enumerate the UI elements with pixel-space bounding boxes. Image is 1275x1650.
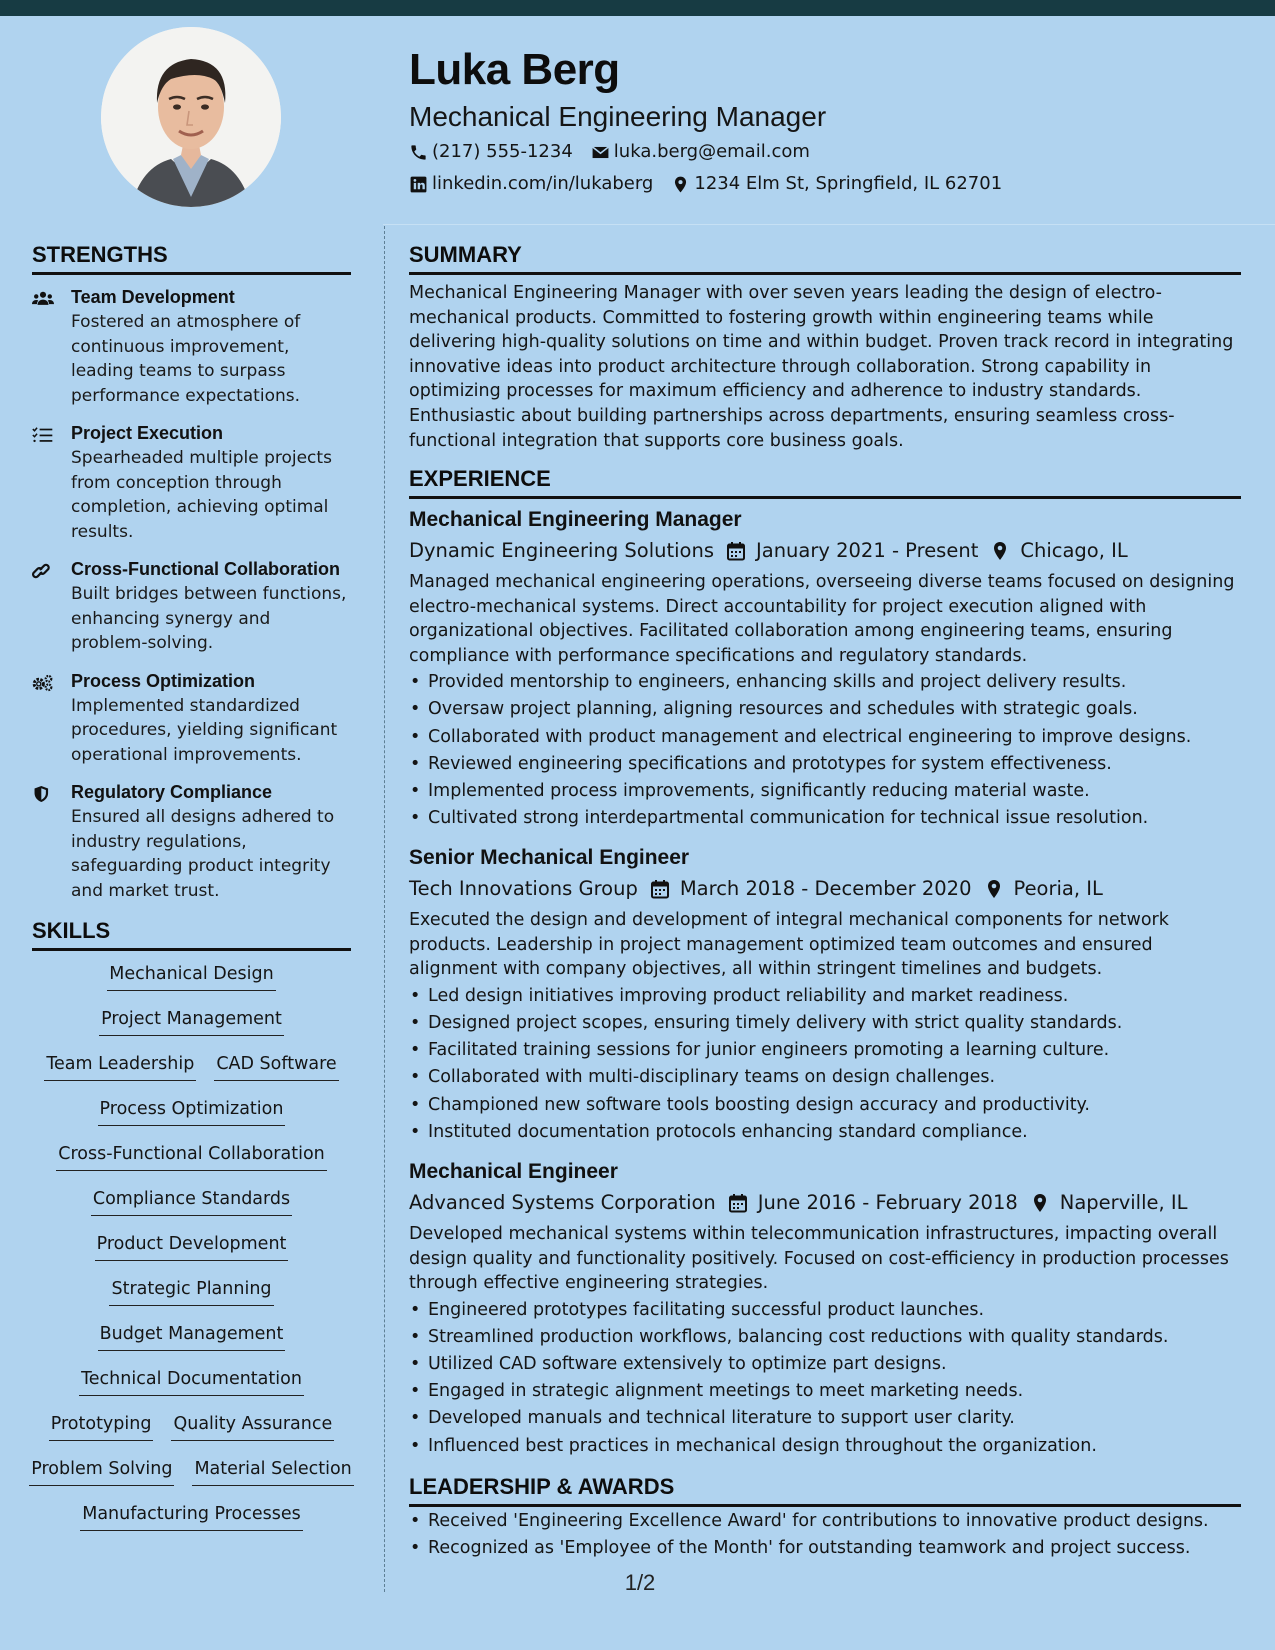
job-meta [409,1187,1241,1219]
linkedin-icon [409,175,428,194]
resume-header [409,40,1229,199]
award-item: • Received 'Engineering Excellence Award' for contributions to innovative product designs. [409,1508,1241,1535]
strengths-heading: STRENGTHS [32,240,351,275]
job-title: Senior Mechanical Engineer [409,846,690,870]
bullet-item: • Influenced best practices in mechanical design throughout the organization. [409,1433,1241,1460]
strength-item [32,421,351,544]
bullet-item: • Designed project scopes, ensuring timely delivery with strict quality standards. [409,1010,1241,1037]
bullet-item: • Utilized CAD software extensively to optimize part designs. [409,1351,1241,1378]
bullet-item: • Championed new software tools boosting design accuracy and productivity. [409,1092,1241,1119]
email-text: luka.berg@email.com [613,141,810,162]
bullet-item: • Cultivated strong interdepartmental communication for technical issue resolution. [409,805,1241,832]
strength-item [32,780,351,903]
contact-row-2 [409,169,1229,199]
strength-title: Process Optimization [71,670,256,691]
skill-tag: Problem Solving [29,1457,174,1486]
strength-title: Regulatory Compliance [71,782,273,802]
skill-tag: Technical Documentation [79,1367,304,1396]
bullet-item: • Oversaw project planning, aligning resources and schedules with strategic goals. [409,696,1241,723]
job-entry [409,1157,1241,1460]
contact-row-1 [409,137,1229,167]
job-location: Naperville, IL [1059,1191,1188,1215]
address-text: 1234 Elm St, Springfield, IL 62701 [694,173,1003,194]
profile-photo [101,27,281,207]
skill-tag: Team Leadership [44,1052,196,1081]
bullet-item: • Engaged in strategic alignment meetings to meet marketing needs. [409,1378,1241,1405]
skill-tag: CAD Software [214,1052,338,1081]
bullet-item: • Led design initiatives improving product reliability and market readiness. [409,983,1241,1010]
skill-tag: Process Optimization [98,1097,286,1126]
skills-heading: SKILLS [32,916,351,951]
job-dates: June 2016 - February 2018 [757,1191,1018,1215]
skill-tag: Compliance Standards [91,1187,292,1216]
phone-text: (217) 555-1234 [432,141,573,162]
skill-tag: Budget Management [98,1322,286,1351]
strength-title: Project Execution [71,423,224,443]
job-company: Tech Innovations Group [409,877,638,901]
strength-desc: Built bridges between functions, enhancing synergy and problem-solving. [71,584,347,653]
award-item: • Recognized as 'Employee of the Month' for outstanding teamwork and project success. [409,1535,1241,1562]
location-pin-icon [990,541,1010,561]
calendar-icon [728,1193,748,1213]
strength-desc: Fostered an atmosphere of continuous improvement, leading teams to surpass performance expectations. [71,312,301,406]
skill-tag: Material Selection [192,1457,353,1486]
job-company: Advanced Systems Corporation [409,1191,716,1215]
page-number: 1/2 [624,1570,656,1595]
shield-icon [32,784,54,804]
job-title: Mechanical Engineering Manager [409,508,742,532]
job-description: Managed mechanical engineering operations, overseeing diverse teams focused on designing electro-mechanical systems. Direct accountability for project execution aligned with organizational objectives. Facilitated collaboration among engineering teams, ensuring compliance with performance specifications and regulatory standards. [409,572,1235,666]
job-entry [409,843,1241,1146]
awards-list [409,1508,1241,1562]
bullet-item: • Developed manuals and technical literature to support user clarity. [409,1405,1241,1432]
task-list-icon [32,425,54,445]
address-contact [671,169,1002,199]
bullet-item: • Instituted documentation protocols enhancing standard compliance. [409,1119,1241,1146]
job-location: Peoria, IL [1013,877,1103,901]
location-pin-icon [984,879,1004,899]
job-description: Executed the design and development of integral mechanical components for network products. Leadership in project management optimized team outcomes and ensured alignment with company objectives, all within stringent timelines and budgets. [409,910,1169,980]
calendar-icon [726,541,746,561]
bullet-item: • Engineered prototypes facilitating successful product launches. [409,1297,1241,1324]
phone-contact[interactable] [409,137,573,167]
candidate-title: Mechanical Engineering Manager [409,101,827,132]
bullet-item: • Collaborated with product management and electrical engineering to improve designs. [409,724,1241,751]
awards-heading: LEADERSHIP & AWARDS [409,1472,1241,1507]
email-contact[interactable] [591,137,810,167]
strength-desc: Spearheaded multiple projects from conception through completion, achieving optimal results. [71,448,332,542]
left-column [32,240,351,1547]
job-meta [409,535,1241,567]
skill-tag: Prototyping [49,1412,154,1441]
strength-title: Team Development [71,287,235,307]
job-dates: March 2018 - December 2020 [679,877,972,901]
header-divider [383,224,1275,225]
strengths-list [32,285,351,903]
link-icon [32,561,54,581]
job-bullets [409,1297,1241,1460]
job-bullets [409,669,1241,832]
linkedin-contact[interactable] [409,169,653,199]
skill-tag: Strategic Planning [109,1277,273,1306]
bullet-item: • Reviewed engineering specifications and prototypes for system effectiveness. [409,751,1241,778]
users-icon [32,289,54,309]
job-meta [409,873,1241,905]
job-description: Developed mechanical systems within telecommunication infrastructures, impacting overall design quality and functionality positively. Focused on cost-efficiency in production processes through effective engineering strategies. [409,1224,1229,1294]
strength-title: Cross-Functional Collaboration [71,559,341,579]
strength-desc: Implemented standardized procedures, yielding significant operational improvements. [71,695,338,765]
skill-tag: Quality Assurance [171,1412,334,1441]
strength-desc: Ensured all designs adhered to industry regulations, safeguarding product integrity and market trust. [71,807,335,901]
summary-text: Mechanical Engineering Manager with over seven years leading the design of electro-mechanical products. Committed to fostering growth within engineering teams while delivering high-quality solutions on time and within budget. Proven track record in integrating innovative ideas into product architecture through collaboration. Strong capability in optimizing processes for maximum efficiency and adherence to industry standards. Enthusiastic about building partnerships across departments, ensuring seamless cross-functional integration that supports core business goals. [409,283,1234,451]
bullet-item: • Implemented process improvements, significantly reducing material waste. [409,778,1241,805]
skill-tag: Product Development [95,1232,289,1261]
calendar-icon [650,879,670,899]
gears-icon [32,673,54,693]
skill-tag: Manufacturing Processes [80,1502,303,1531]
skill-tag: Project Management [99,1007,284,1036]
location-pin-icon [671,175,690,194]
job-location: Chicago, IL [1020,539,1128,563]
location-pin-icon [1030,1193,1050,1213]
summary-heading: SUMMARY [409,240,1241,275]
bullet-item: • Streamlined production workflows, balancing cost reductions with quality standards. [409,1324,1241,1351]
bullet-item: • Collaborated with multi-disciplinary teams on design challenges. [409,1064,1241,1091]
candidate-name: Luka Berg [409,45,620,94]
skill-tag: Mechanical Design [107,962,275,991]
top-accent-bar [0,0,1275,16]
job-bullets [409,983,1241,1146]
envelope-icon [591,143,610,162]
job-company: Dynamic Engineering Solutions [409,539,714,563]
linkedin-text: linkedin.com/in/lukaberg [432,173,654,194]
job-title: Mechanical Engineer [409,1160,618,1184]
job-dates: January 2021 - Present [756,539,979,563]
experience-heading: EXPERIENCE [409,464,1241,499]
bullet-item: • Facilitated training sessions for junior engineers promoting a learning culture. [409,1037,1241,1064]
column-divider [384,226,385,1592]
bullet-item: • Provided mentorship to engineers, enhancing skills and project delivery results. [409,669,1241,696]
skill-tag: Cross-Functional Collaboration [56,1142,327,1171]
right-column [409,240,1241,1562]
strength-item [32,557,351,656]
strength-item [32,669,351,768]
skills-list [32,962,351,1547]
job-entry [409,505,1241,832]
strength-item [32,285,351,408]
phone-icon [409,143,428,162]
